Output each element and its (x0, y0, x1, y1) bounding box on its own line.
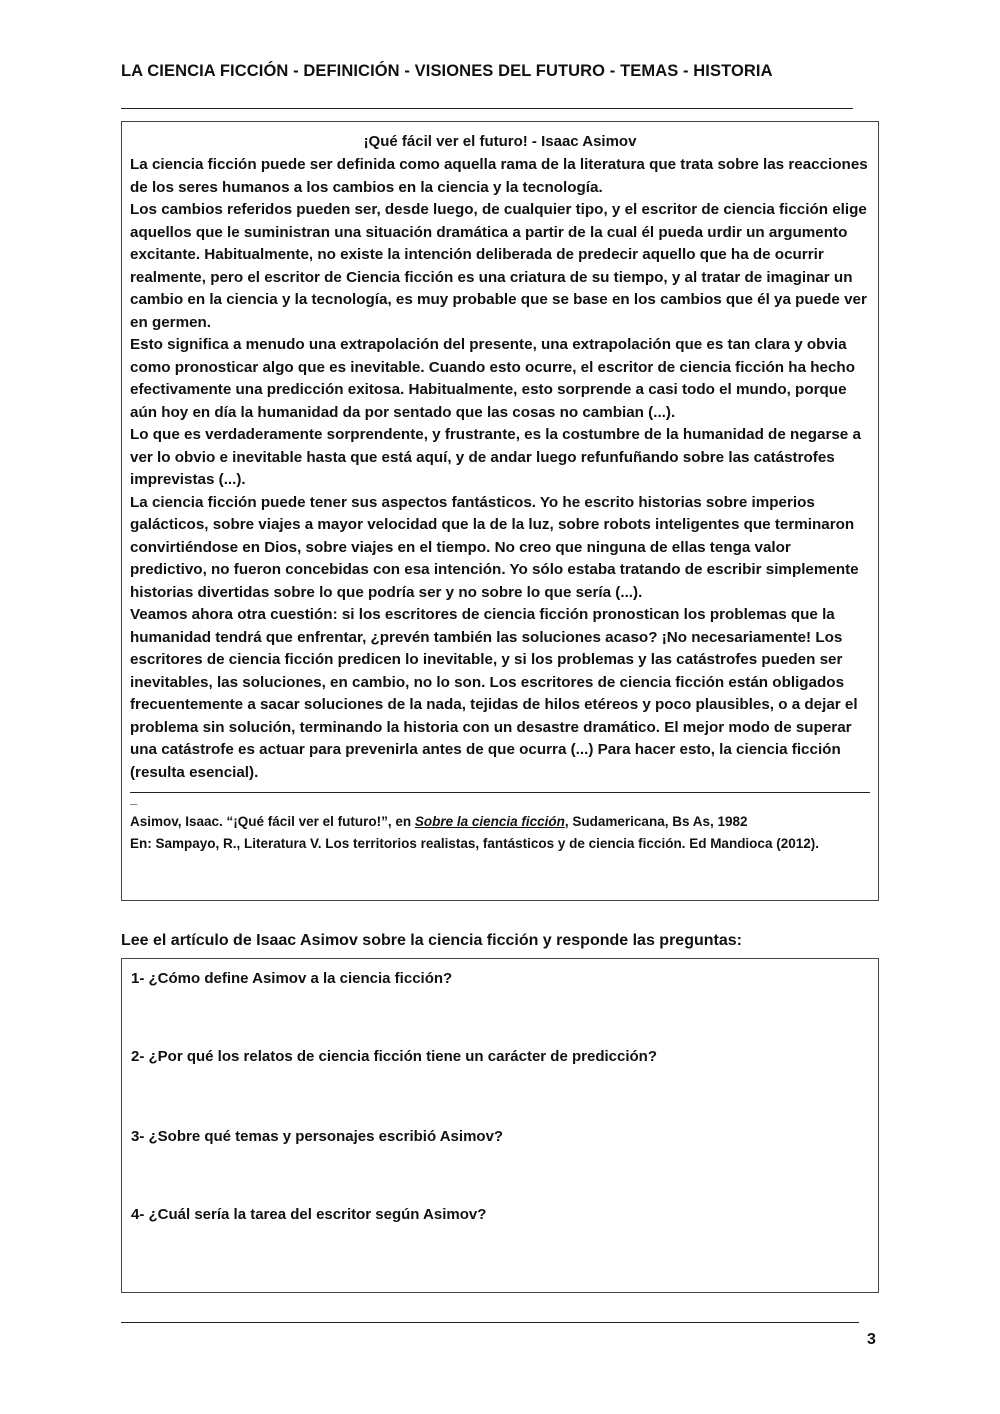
question-3: 3- ¿Sobre qué temas y personajes escribió Asimov? (131, 1128, 504, 1145)
citation-author-title: Asimov, Isaac. “¡Qué fácil ver el futuro!”, en (130, 814, 415, 829)
article-paragraph-6: Veamos ahora otra cuestión: si los escritores de ciencia ficción pronostican los problemas que la humanidad tendrá que enfrentar, ¿prevén también las soluciones acaso? ¡No necesariamente! Los escritores de ciencia ficción predicen lo inevitable, y si los problemas y las catástrofes pueden ser inevitables, las soluciones, en cambio, no lo son. Los escritores de ciencia ficción están obligados frecuentemente a sacar soluciones de la nada, tejidas de hilos etéreos y poco plausibles, o a dejar el problema sin solución, terminando la historia con un desastre dramático. El mejor modo de superar una catástrofe es actuar para prevenirla antes de que ocurra (...) Para hacer esto, la ciencia ficción (resulta esencial). (130, 606, 858, 781)
page-title: LA CIENCIA FICCIÓN - DEFINICIÓN - VISIONES DEL FUTURO - TEMAS - HISTORIA (121, 62, 773, 80)
article-paragraph-4: Lo que es verdaderamente sorprendente, y frustrante, es la costumbre de la humanidad de negarse a ver lo obvio e inevitable hasta que está aquí, y de andar luego refunfuñando sobre las catástrofes imprevistas (...). (130, 426, 861, 488)
question-4: 4- ¿Cuál sería la tarea del escritor según Asimov? (131, 1206, 487, 1223)
article-box (121, 121, 879, 901)
article-paragraph-5: La ciencia ficción puede tener sus aspectos fantásticos. Yo he escrito historias sobre imperios galácticos, sobre viajes a mayor velocidad que la de la luz, sobre robots inteligentes que terminaron convirtiéndose en Dios, sobre viajes en el tiempo. No creo que ninguna de ellas tenga valor predictivo, no fueron concebidas con esa intención. Yo sólo estaba tratando de escribir simplemente historias divertidas sobre lo que podría ser y no sobre lo que sería (...). (130, 493, 859, 601)
separator-tail: _ (130, 791, 138, 806)
article-body (130, 154, 870, 784)
header-rule (121, 108, 853, 109)
article-title: ¡Qué fácil ver el futuro! - Isaac Asimov (363, 133, 637, 150)
article-paragraph-2: Los cambios referidos pueden ser, desde luego, de cualquier tipo, y el escritor de ciencia ficción elige aquellos que le suministran una situación dramática a partir de la cual él pueda urdir un argumento excitante. Habitualmente, no existe la intención deliberada de predecir aquello que ha de ocurrir realmente, pero el escritor de Ciencia ficción es una criatura de su tiempo, y al tratar de imaginar un cambio en la ciencia y la tecnología, es muy probable que se base en los cambios que él ya puede ver en germen. (130, 201, 867, 331)
citation-line-1 (130, 811, 870, 833)
footer-rule (121, 1322, 859, 1323)
questions-box (121, 958, 879, 1293)
article-paragraph-1: La ciencia ficción puede ser definida como aquella rama de la literatura que trata sobre las reacciones de los seres humanos a los cambios en la ciencia y la tecnología. (130, 156, 868, 196)
citation (130, 811, 870, 854)
instructions: Lee el artículo de Isaac Asimov sobre la ciencia ficción y responde las preguntas: (121, 932, 742, 949)
question-1: 1- ¿Cómo define Asimov a la ciencia ficción? (131, 970, 453, 987)
page-number: 3 (867, 1331, 876, 1348)
citation-publisher: , Sudamericana, Bs As, 1982 (564, 814, 748, 829)
question-2: 2- ¿Por qué los relatos de ciencia ficción tiene un carácter de predicción? (131, 1048, 657, 1065)
citation-line-2: En: Sampayo, R., Literatura V. Los territorios realistas, fantásticos y de ciencia ficción. Ed Mandioca (2012). (130, 835, 819, 851)
article-paragraph-3: Esto significa a menudo una extrapolación del presente, una extrapolación que es tan clara y obvia como pronosticar algo que es inevitable. Cuando esto ocurre, el escritor de ciencia ficción ha hecho efectivamente una predicción exitosa. Habitualmente, esto sorprende a casi todo el mundo, porque aún hoy en día la humanidad da por sentado que las cosas no cambian (...). (130, 336, 855, 421)
citation-book-title: Sobre la ciencia ficción (414, 814, 565, 829)
